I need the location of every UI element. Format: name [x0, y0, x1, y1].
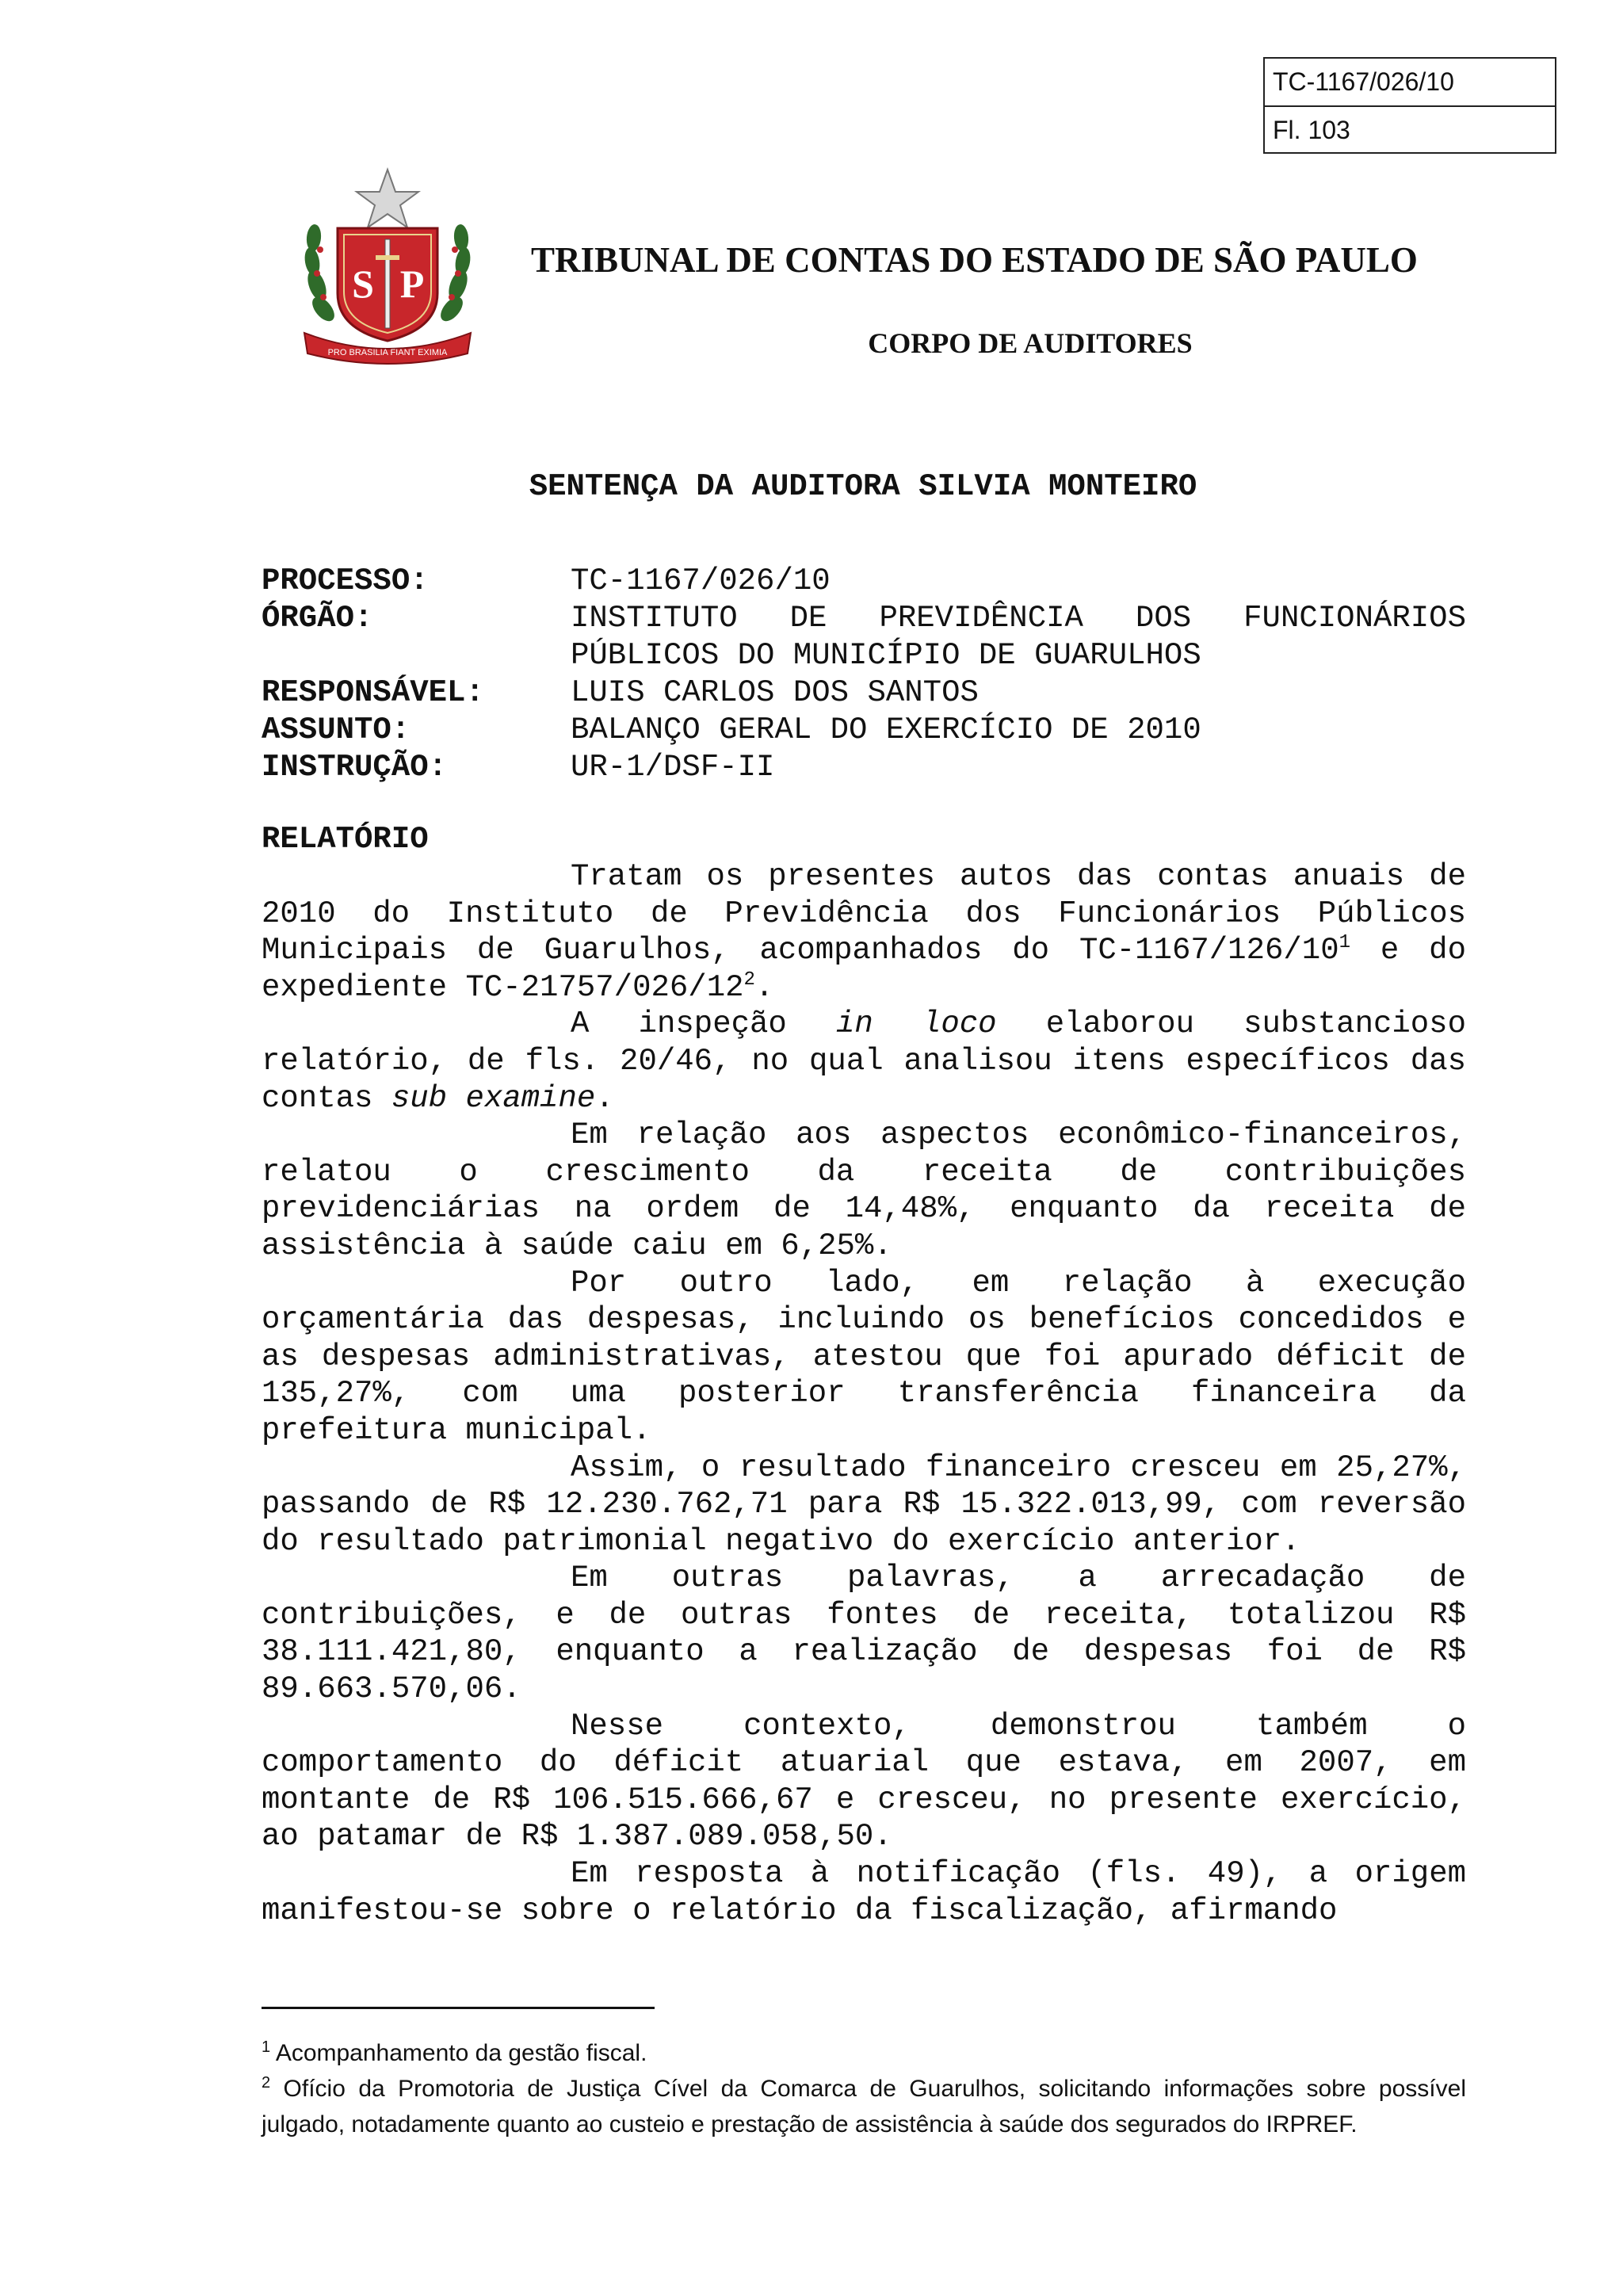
- metadata-value: INSTITUTO DE PREVIDÊNCIA DOS FUNCIONÁRIOS PÚBLICOS DO MUNICÍPIO DE GUARULHOS: [571, 601, 1466, 673]
- report-heading: RELATÓRIO: [262, 822, 429, 857]
- emblem-motto: PRO BRASILIA FIANT EXIMIA: [327, 348, 448, 357]
- footnote-divider: [262, 2007, 655, 2009]
- paragraph-text: elaborou substancioso relatório, de fls. 20/46, no qual analisou itens específicos das contas: [262, 1007, 1466, 1116]
- report-paragraph-3: Em relação aos aspectos econômico-financeiros, relatou o crescimento da receita de contribuições previdenciárias na ordem de 14,48%, enquanto da receita de assistência à saúde caiu em 6,25%.: [262, 1117, 1466, 1263]
- metadata-label: ASSUNTO:: [262, 712, 411, 747]
- document-title: SENTENÇA DA AUDITORA SILVIA MONTEIRO: [529, 469, 1197, 504]
- metadata-label: PROCESSO:: [262, 563, 429, 598]
- footnote-2: [262, 2071, 1466, 2142]
- footnote-1: [262, 2035, 1466, 2071]
- report-paragraph-7: Nesse contexto, demonstrou também o comportamento do déficit atuarial que estava, em 2007, em montante de R$ 106.515.666,67 e cresceu, no presente exercício, ao patamar de R$ 1.387.089.058,50.: [262, 1708, 1466, 1855]
- footnote-number: 2: [262, 2074, 271, 2092]
- emblem-letter-s: S: [352, 262, 374, 306]
- paragraph-text: Tratam os presentes autos das contas anuais de 2010 do Instituto de Previdência dos Funcionários Públicos Municipais de Guarulhos, acompanhados do TC-1167/126/10: [262, 859, 1466, 968]
- footnote-text: Acompanhamento da gestão fiscal.: [275, 2040, 647, 2066]
- report-paragraph-1: [262, 858, 1466, 1006]
- report-paragraph-4: Por outro lado, em relação à execução orçamentária das despesas, incluindo os benefícios concedidos e as despesas administrativas, atestou que foi apurado déficit de 135,27%, com uma posterior transferência financeira da prefeitura municipal.: [262, 1265, 1466, 1448]
- footnote-text: Ofício da Promotoria de Justiça Cível da Comarca de Guarulhos, solicitando informações sobre possível julgado, notadamente quanto ao custeio e prestação de assistência à saúde dos segurados do IRPREF.: [262, 2076, 1466, 2137]
- metadata-row-process: [262, 563, 1466, 600]
- report-paragraph-5: Assim, o resultado financeiro cresceu em 25,27%, passando de R$ 12.230.762,71 para R$ 15.322.013,99, com reversão do resultado patrimonial negativo do exercício anterior.: [262, 1450, 1466, 1559]
- metadata-label: RESPONSÁVEL:: [262, 675, 484, 710]
- paragraph-text: .: [754, 969, 774, 1005]
- report-paragraph-8: Em resposta à notificação (fls. 49), a origem manifestou-se sobre o relatório da fiscalização, afirmando: [262, 1856, 1466, 1928]
- metadata-value: UR-1/DSF-II: [571, 750, 775, 785]
- footnotes: [262, 2035, 1466, 2142]
- report-paragraph-2: [262, 1006, 1466, 1117]
- reference-process-number: TC-1167/026/10: [1273, 67, 1454, 96]
- department-name: CORPO DE AUDITORES: [868, 327, 1193, 359]
- sao-paulo-coat-of-arms-icon: [300, 166, 475, 365]
- metadata-value: TC-1167/026/10: [571, 563, 831, 598]
- metadata-row-responsible: [262, 674, 1466, 712]
- paragraph-text: .: [595, 1080, 614, 1116]
- reference-box: [1263, 57, 1556, 154]
- court-name: TRIBUNAL DE CONTAS DO ESTADO DE SÃO PAULO: [531, 240, 1418, 280]
- process-metadata: [262, 563, 1466, 786]
- paragraph-text: e do expediente TC-21757/026/12: [262, 933, 1466, 1005]
- metadata-row-instruction: [262, 749, 1466, 786]
- metadata-value: LUIS CARLOS DOS SANTOS: [571, 675, 979, 710]
- reference-sheet-number: Fl. 103: [1265, 105, 1555, 152]
- metadata-row-subject: [262, 712, 1466, 749]
- paragraph-text: A inspeção: [571, 1007, 836, 1042]
- footnote-ref-2: 2: [743, 968, 755, 991]
- metadata-value: BALANÇO GERAL DO EXERCÍCIO DE 2010: [571, 712, 1201, 747]
- report-body: [262, 858, 1466, 1929]
- metadata-row-organ: [262, 600, 1466, 674]
- latin-term: sub examine: [391, 1080, 596, 1116]
- footnote-number: 1: [262, 2038, 271, 2056]
- latin-term: in loco: [835, 1007, 997, 1042]
- emblem-letter-p: P: [399, 262, 425, 306]
- footnote-ref-1: 1: [1338, 932, 1351, 954]
- metadata-label: INSTRUÇÃO:: [262, 750, 448, 785]
- metadata-label: ÓRGÃO:: [262, 601, 373, 636]
- report-paragraph-6: Em outras palavras, a arrecadação de contribuições, e de outras fontes de receita, totalizou R$ 38.111.421,80, enquanto a realização de despesas foi de R$ 89.663.570,06.: [262, 1561, 1466, 1707]
